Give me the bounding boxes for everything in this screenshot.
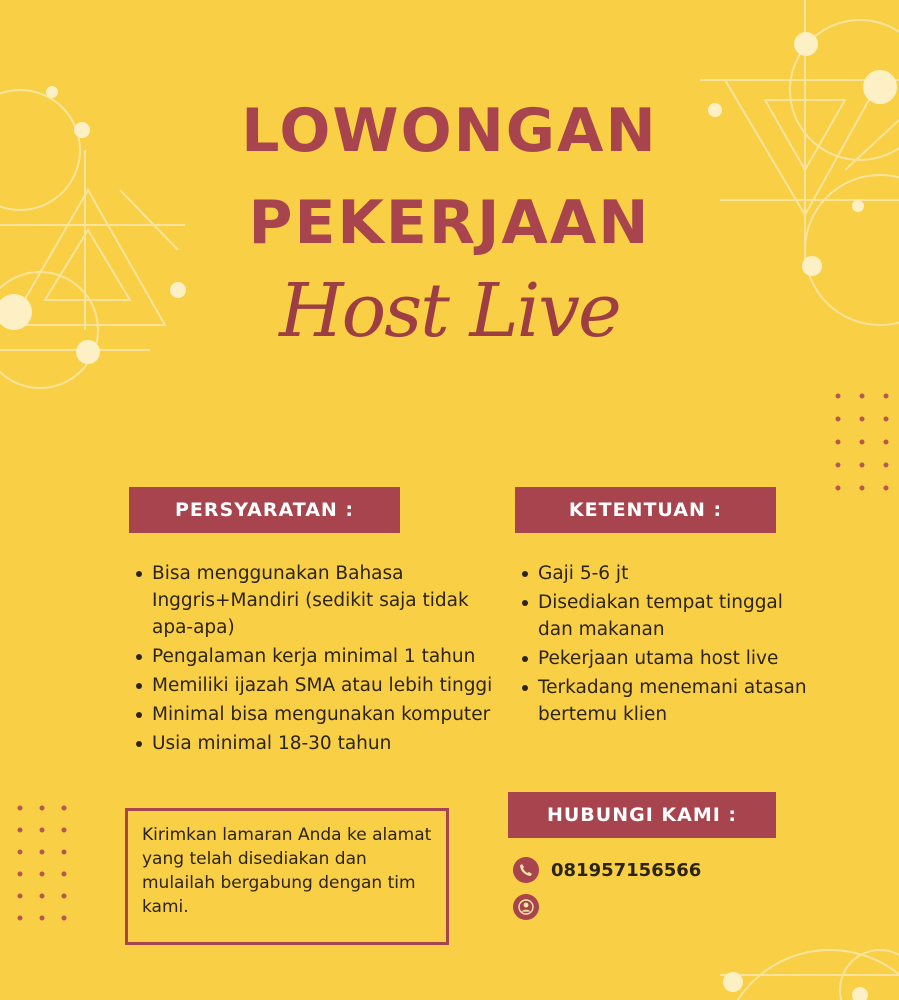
list-item: Pengalaman kerja minimal 1 tahun <box>134 643 506 670</box>
application-notice: Kirimkan lamaran Anda ke alamat yang telah disediakan dan mulailah bergabung dengan tim kami. <box>125 808 449 945</box>
user-icon <box>513 894 539 920</box>
contact-heading: HUBUNGI KAMI : <box>508 792 776 838</box>
requirements-list <box>134 560 506 759</box>
terms-list <box>520 560 810 730</box>
list-item: Bisa menggunakan Bahasa Inggris+Mandiri (sedikit saja tidak apa-apa) <box>134 560 506 641</box>
list-item: Minimal bisa mengunakan komputer <box>134 701 506 728</box>
phone-icon <box>513 857 539 883</box>
list-item: Gaji 5-6 jt <box>520 560 810 587</box>
list-item: Memiliki ijazah SMA atau lebih tinggi <box>134 672 506 699</box>
list-item: Usia minimal 18-30 tahun <box>134 730 506 757</box>
terms-heading: KETENTUAN : <box>515 487 776 533</box>
list-item: Pekerjaan utama host live <box>520 645 810 672</box>
list-item: Terkadang menemani atasan bertemu klien <box>520 674 810 728</box>
list-item: Disediakan tempat tinggal dan makanan <box>520 589 810 643</box>
title-line-2: PEKERJAAN <box>248 188 651 258</box>
title-line-1: LOWONGAN <box>241 96 658 166</box>
phone-number[interactable]: 081957156566 <box>551 859 702 881</box>
contact-user-row <box>513 894 539 920</box>
script-subtitle: Host Live <box>279 268 620 354</box>
contact-phone-row[interactable] <box>513 857 701 883</box>
requirements-heading: PERSYARATAN : <box>129 487 400 533</box>
